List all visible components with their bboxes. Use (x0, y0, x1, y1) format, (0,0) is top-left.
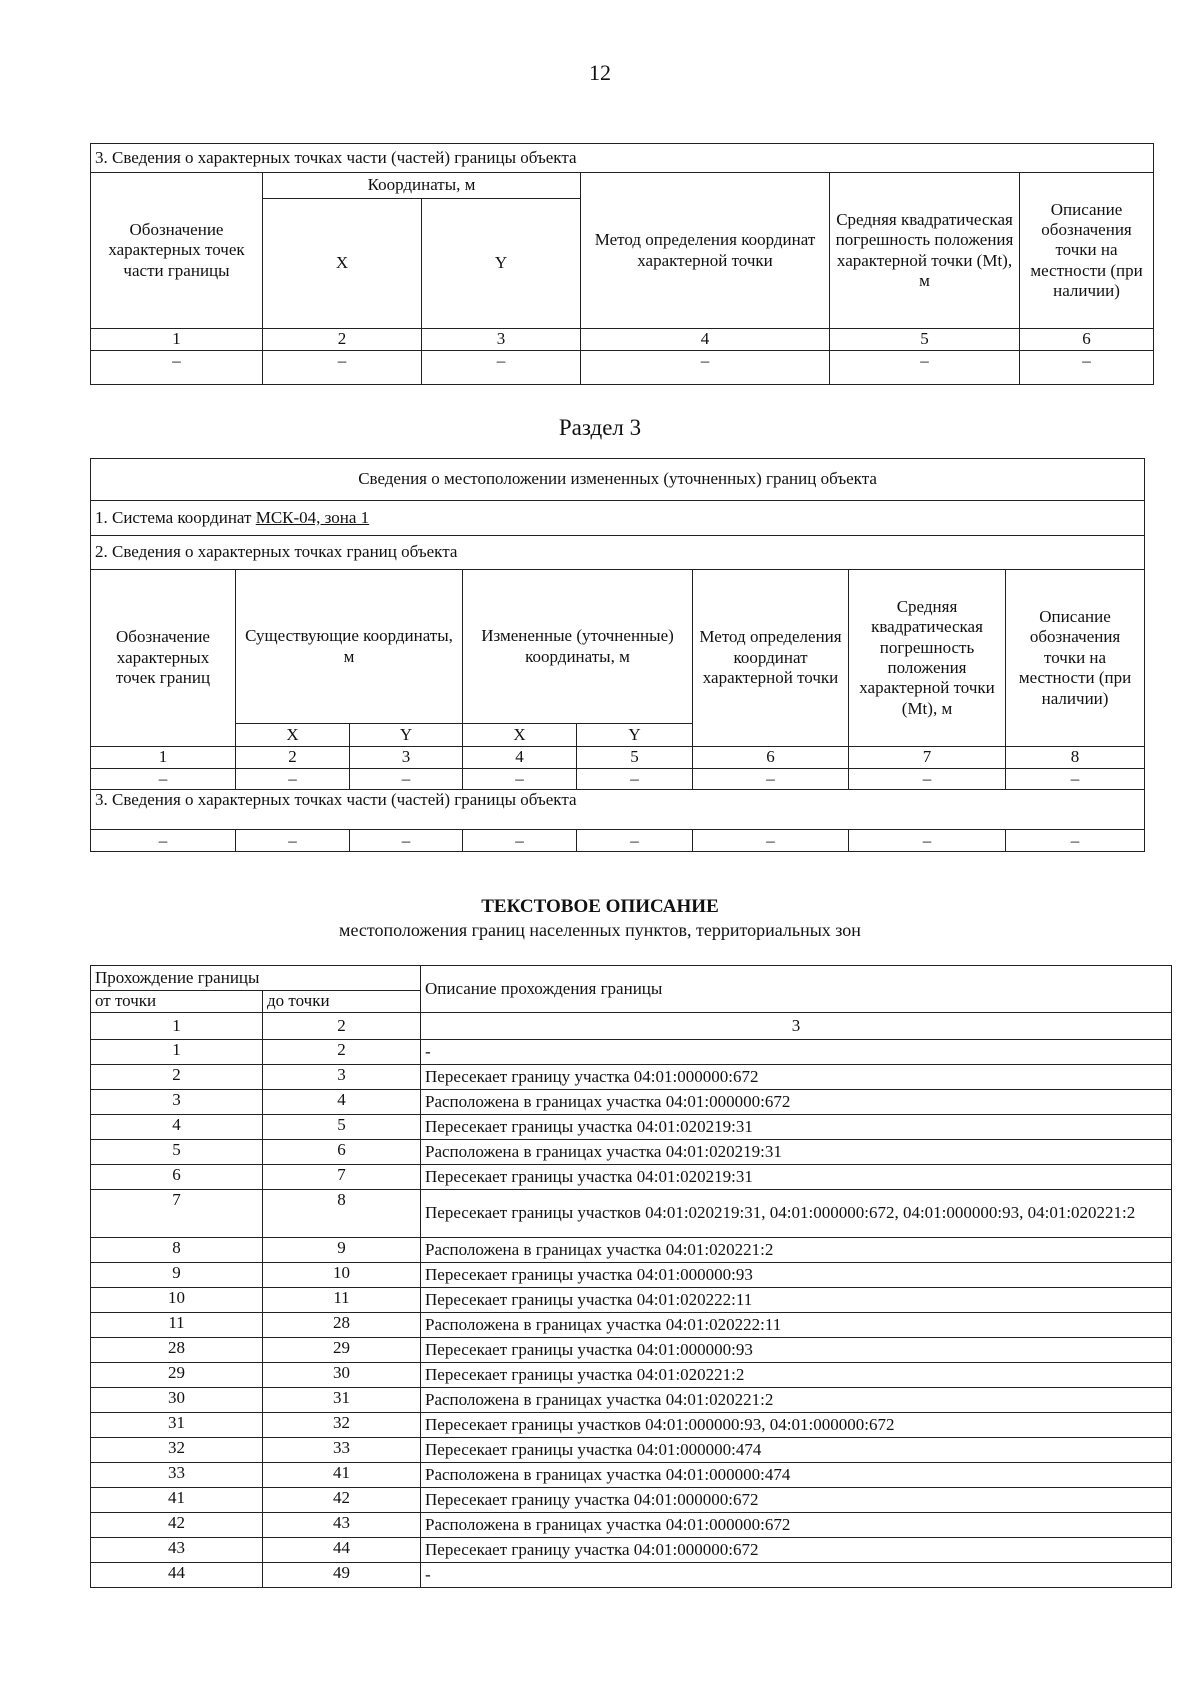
to-point-cell: 7 (263, 1165, 421, 1190)
header-x: X (263, 199, 422, 329)
from-point-cell: 8 (91, 1238, 263, 1263)
table-row (91, 1513, 1172, 1538)
table-row (91, 1190, 1172, 1238)
header-passage-description: Описание прохождения границы (421, 966, 1172, 1013)
header-to-point: до точки (263, 991, 421, 1013)
to-point-cell: 8 (263, 1190, 421, 1238)
column-number: 6 (1020, 329, 1154, 351)
column-number: 3 (422, 329, 581, 351)
from-point-cell: 6 (91, 1165, 263, 1190)
table-row (91, 1488, 1172, 1513)
to-point-cell: 9 (263, 1238, 421, 1263)
from-point-cell: 10 (91, 1288, 263, 1313)
column-numbers-row (91, 1013, 1172, 1040)
table-row (91, 1263, 1172, 1288)
to-point-cell: 49 (263, 1563, 421, 1588)
header-existing-coordinates: Существующие координаты, м (236, 570, 463, 724)
description-cell: Пересекает границы участка 04:01:020219:31 (421, 1115, 1172, 1140)
table-row (91, 1363, 1172, 1388)
to-point-cell: 2 (263, 1040, 421, 1065)
to-point-cell: 4 (263, 1090, 421, 1115)
description-cell: Расположена в границах участка 04:01:000000:474 (421, 1463, 1172, 1488)
table-row (91, 769, 1145, 790)
description-cell: Расположена в границах участка 04:01:020221:2 (421, 1238, 1172, 1263)
table-row (91, 1313, 1172, 1338)
description-cell: - (421, 1563, 1172, 1588)
column-number: 2 (263, 1013, 421, 1040)
table-cell: – (422, 351, 581, 385)
description-cell: Пересекает границы участка 04:01:000000:474 (421, 1438, 1172, 1463)
column-number: 5 (577, 747, 693, 769)
table-cell: – (830, 351, 1020, 385)
description-cell: Пересекает границы участка 04:01:020221:2 (421, 1363, 1172, 1388)
to-point-cell: 30 (263, 1363, 421, 1388)
table-row (91, 1040, 1172, 1065)
table-cell: – (263, 351, 422, 385)
description-cell: Пересекает границу участка 04:01:000000:672 (421, 1538, 1172, 1563)
header-error: Средняя квадратическая погрешность положения характерной точки (Mt), м (830, 173, 1020, 329)
table-title: 3. Сведения о характерных точках части (частей) границы объекта (91, 144, 1154, 173)
boundary-description-table (90, 965, 1172, 1588)
column-number: 8 (1006, 747, 1145, 769)
to-point-cell: 28 (263, 1313, 421, 1338)
coordinate-system-value: МСК-04, зона 1 (255, 507, 370, 527)
description-cell: Пересекает границы участка 04:01:020222:11 (421, 1288, 1172, 1313)
column-number: 1 (91, 747, 236, 769)
header-y: Y (422, 199, 581, 329)
header-y: Y (350, 724, 463, 747)
from-point-cell: 11 (91, 1313, 263, 1338)
to-point-cell: 10 (263, 1263, 421, 1288)
header-method: Метод определения координат характерной точки (693, 570, 849, 747)
table-cell: – (91, 830, 236, 852)
table-row (91, 1463, 1172, 1488)
column-number: 1 (91, 1013, 263, 1040)
table-cell: – (236, 830, 350, 852)
from-point-cell: 5 (91, 1140, 263, 1165)
description-cell: Расположена в границах участка 04:01:000000:672 (421, 1513, 1172, 1538)
table-cell: – (581, 351, 830, 385)
header-method: Метод определения координат характерной точки (581, 173, 830, 329)
header-point-designation: Обозначение характерных точек границ (91, 570, 236, 747)
table-cell: – (91, 351, 263, 385)
table-row (91, 1413, 1172, 1438)
part-points-title: 3. Сведения о характерных точках части (частей) границы объекта (91, 790, 1145, 830)
table-row (91, 1538, 1172, 1563)
column-number: 3 (350, 747, 463, 769)
to-point-cell: 5 (263, 1115, 421, 1140)
table-row (91, 1338, 1172, 1363)
header-error: Средняя квадратическая погрешность положения характерной точки (Mt), м (849, 570, 1006, 747)
table-cell: – (1006, 830, 1145, 852)
table-row (91, 1140, 1172, 1165)
column-number: 6 (693, 747, 849, 769)
from-point-cell: 3 (91, 1090, 263, 1115)
from-point-cell: 33 (91, 1463, 263, 1488)
description-cell: Пересекает границы участка 04:01:000000:93 (421, 1338, 1172, 1363)
table-cell: – (463, 830, 577, 852)
column-number: 1 (91, 329, 263, 351)
column-number: 2 (263, 329, 422, 351)
from-point-cell: 1 (91, 1040, 263, 1065)
from-point-cell: 43 (91, 1538, 263, 1563)
changed-boundaries-table (90, 458, 1145, 852)
column-numbers-row (91, 747, 1145, 769)
from-point-cell: 2 (91, 1065, 263, 1090)
header-x: X (463, 724, 577, 747)
table-cell: – (350, 769, 463, 790)
coordinate-system (91, 501, 1145, 536)
part-boundary-points-table (90, 143, 1154, 385)
description-cell: Пересекает границу участка 04:01:000000:672 (421, 1065, 1172, 1090)
from-point-cell: 4 (91, 1115, 263, 1140)
section-title: Сведения о местоположении измененных (уточненных) границ объекта (91, 459, 1145, 501)
table-cell: – (463, 769, 577, 790)
section-heading: Раздел 3 (558, 415, 642, 440)
table-cell: – (236, 769, 350, 790)
table-row (91, 351, 1154, 385)
header-x: X (236, 724, 350, 747)
header-description: Описание обозначения точки на местности (при наличии) (1020, 173, 1154, 329)
from-point-cell: 42 (91, 1513, 263, 1538)
table-cell: – (849, 769, 1006, 790)
coordinate-system-label: 1. Система координат (95, 507, 256, 527)
table-cell: – (1006, 769, 1145, 790)
description-cell: Пересекает границы участков 04:01:020219:31, 04:01:000000:672, 04:01:000000:93, 04:01:020221:2 (421, 1190, 1172, 1238)
description-cell: - (421, 1040, 1172, 1065)
to-point-cell: 11 (263, 1288, 421, 1313)
table-row (91, 1438, 1172, 1463)
to-point-cell: 31 (263, 1388, 421, 1413)
from-point-cell: 29 (91, 1363, 263, 1388)
to-point-cell: 29 (263, 1338, 421, 1363)
description-cell: Пересекает границы участка 04:01:020219:31 (421, 1165, 1172, 1190)
from-point-cell: 28 (91, 1338, 263, 1363)
header-description: Описание обозначения точки на местности (при наличии) (1006, 570, 1145, 747)
to-point-cell: 6 (263, 1140, 421, 1165)
table-row (91, 1090, 1172, 1115)
to-point-cell: 41 (263, 1463, 421, 1488)
table-cell: – (693, 830, 849, 852)
table-cell: – (849, 830, 1006, 852)
description-cell: Пересекает границы участка 04:01:000000:93 (421, 1263, 1172, 1288)
from-point-cell: 9 (91, 1263, 263, 1288)
header-y: Y (577, 724, 693, 747)
to-point-cell: 42 (263, 1488, 421, 1513)
column-number: 4 (581, 329, 830, 351)
column-number: 3 (421, 1013, 1172, 1040)
from-point-cell: 7 (91, 1190, 263, 1238)
to-point-cell: 33 (263, 1438, 421, 1463)
table-cell: – (577, 830, 693, 852)
page-number: 12 (589, 60, 611, 85)
from-point-cell: 32 (91, 1438, 263, 1463)
header-point-designation: Обозначение характерных точек части границы (91, 173, 263, 329)
table-row (91, 1388, 1172, 1413)
table-row (91, 1563, 1172, 1588)
to-point-cell: 3 (263, 1065, 421, 1090)
text-description-title: ТЕКСТОВОЕ ОПИСАНИЕ (481, 896, 719, 917)
table-row (91, 1238, 1172, 1263)
table-cell: – (1020, 351, 1154, 385)
table-row (91, 1065, 1172, 1090)
column-numbers-row (91, 329, 1154, 351)
column-number: 5 (830, 329, 1020, 351)
table-row (91, 1115, 1172, 1140)
table-cell: – (350, 830, 463, 852)
from-point-cell: 30 (91, 1388, 263, 1413)
description-cell: Расположена в границах участка 04:01:020222:11 (421, 1313, 1172, 1338)
header-from-point: от точки (91, 991, 263, 1013)
description-cell: Расположена в границах участка 04:01:020221:2 (421, 1388, 1172, 1413)
description-cell: Пересекает границу участка 04:01:000000:672 (421, 1488, 1172, 1513)
to-point-cell: 32 (263, 1413, 421, 1438)
table-row (91, 830, 1145, 852)
description-cell: Расположена в границах участка 04:01:000000:672 (421, 1090, 1172, 1115)
table-cell: – (91, 769, 236, 790)
text-description-subtitle: местоположения границ населенных пунктов, территориальных зон (339, 920, 861, 940)
column-number: 4 (463, 747, 577, 769)
description-cell: Расположена в границах участка 04:01:020219:31 (421, 1140, 1172, 1165)
from-point-cell: 31 (91, 1413, 263, 1438)
from-point-cell: 44 (91, 1563, 263, 1588)
column-number: 7 (849, 747, 1006, 769)
table-row (91, 1288, 1172, 1313)
table-row (91, 1165, 1172, 1190)
description-cell: Пересекает границы участков 04:01:000000:93, 04:01:000000:672 (421, 1413, 1172, 1438)
column-number: 2 (236, 747, 350, 769)
from-point-cell: 41 (91, 1488, 263, 1513)
header-passage: Прохождение границы (91, 966, 421, 991)
table-cell: – (693, 769, 849, 790)
header-coordinates: Координаты, м (263, 173, 581, 199)
points-title: 2. Сведения о характерных точках границ объекта (91, 536, 1145, 570)
to-point-cell: 43 (263, 1513, 421, 1538)
header-changed-coordinates: Измененные (уточненные) координаты, м (463, 570, 693, 724)
table-cell: – (577, 769, 693, 790)
to-point-cell: 44 (263, 1538, 421, 1563)
